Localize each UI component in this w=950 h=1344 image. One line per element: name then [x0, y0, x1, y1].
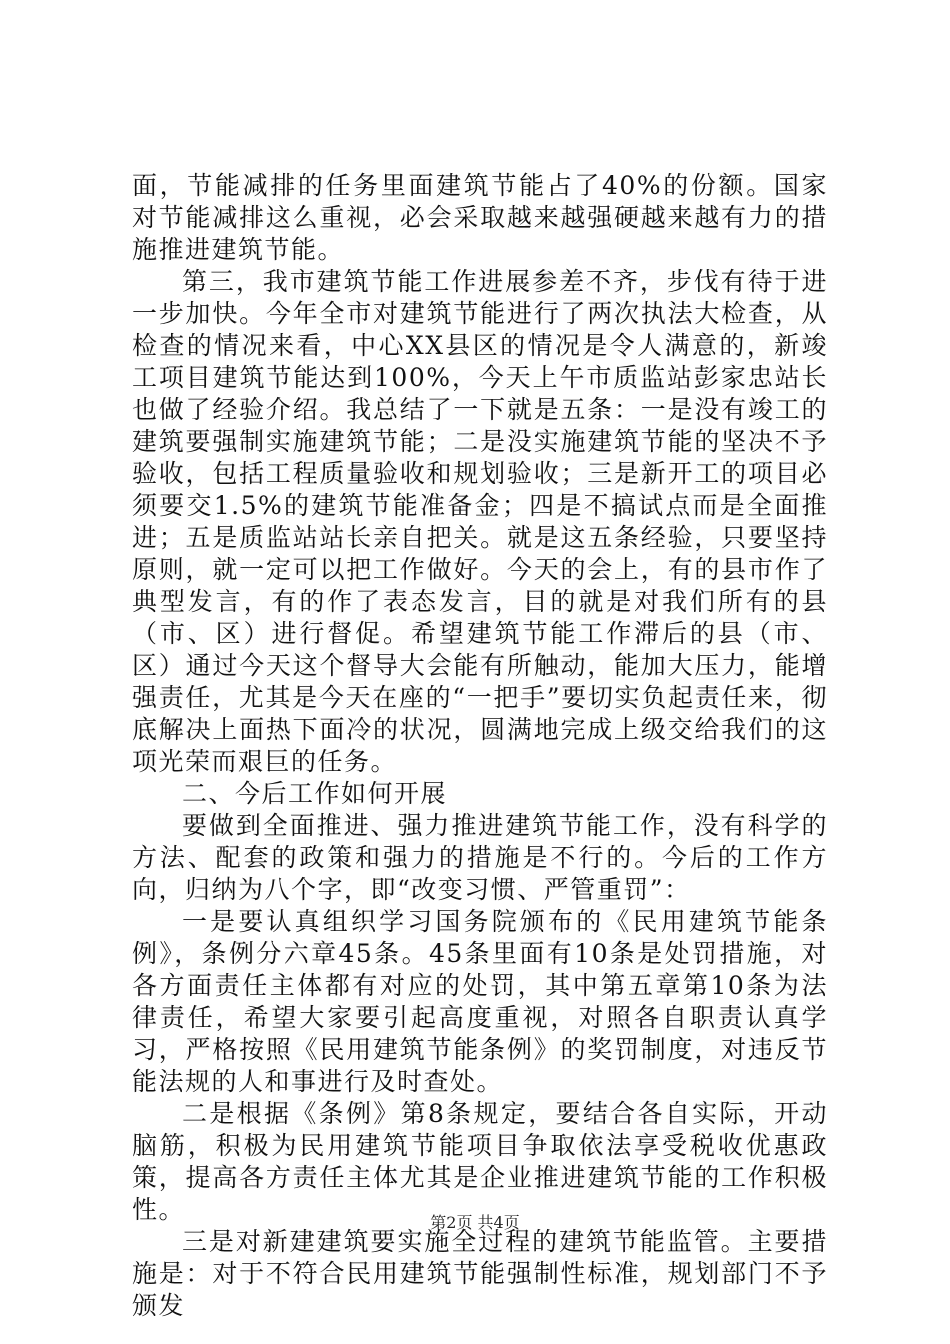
paragraph-6: 三是对新建建筑要实施全过程的建筑节能监管。主要措施是：对于不符合民用建筑节能强制性标准，规划部门不予颁发 — [132, 1227, 828, 1320]
paragraph-2: 第三，我市建筑节能工作进展参差不齐，步伐有待于进一步加快。今年全市对建筑节能进行了两次执法大检查，从检查的情况来看，中心XX县区的情况是令人满意的，新竣工项目建筑节能达到100%，今天上午市质监站彭家忠站长也做了经验介绍。我总结了一下就是五条：一是没有竣工的建筑要强制实施建筑节能；二是没实施建筑节能的坚决不予验收，包括工程质量验收和规划验收；三是新开工的项目必须要交1.5%的建筑节能准备金；四是不搞试点而是全面推进；五是质监站站长亲自把关。就是这五条经验，只要坚持原则，就一定可以把工作做好。今天的会上，有的县市作了典型发言，有的作了表态发言，目的就是对我们所有的县（市、区）进行督促。希望建筑节能工作滞后的县（市、区）通过今天这个督导大会能有所触动，能加大压力，能增强责任，尤其是今天在座的“一把手”要切实负起责任来，彻底解决上面热下面冷的状况，圆满地完成上级交给我们的这项光荣而艰巨的任务。 — [132, 267, 828, 776]
page-number-footer: 第2页 共4页 — [430, 1213, 520, 1232]
section-heading: 二、今后工作如何开展 — [182, 779, 448, 808]
paragraph-3: 要做到全面推进、强力推进建筑节能工作，没有科学的方法、配套的政策和强力的措施是不行的。今后的工作方向，归纳为八个字，即“改变习惯、严管重罚”： — [132, 811, 828, 904]
paragraph-1: 面，节能减排的任务里面建筑节能占了40%的份额。国家对节能减排这么重视，必会采取越来越强硬越来越有力的措施推进建筑节能。 — [132, 171, 828, 264]
paragraph-5: 二是根据《条例》第8条规定，要结合各自实际，开动脑筋，积极为民用建筑节能项目争取依法享受税收优惠政策，提高各方责任主体尤其是企业推进建筑节能的工作积极性。 — [132, 1099, 828, 1224]
paragraph-4: 一是要认真组织学习国务院颁布的《民用建筑节能条例》，条例分六章45条。45条里面有10条是处罚措施，对各方面责任主体都有对应的处罚，其中第五章第10条为法律责任，希望大家要引起高度重视，对照各自职责认真学习，严格按照《民用建筑节能条例》的奖罚制度，对违反节能法规的人和事进行及时查处。 — [132, 907, 828, 1096]
document-body — [132, 170, 828, 1322]
